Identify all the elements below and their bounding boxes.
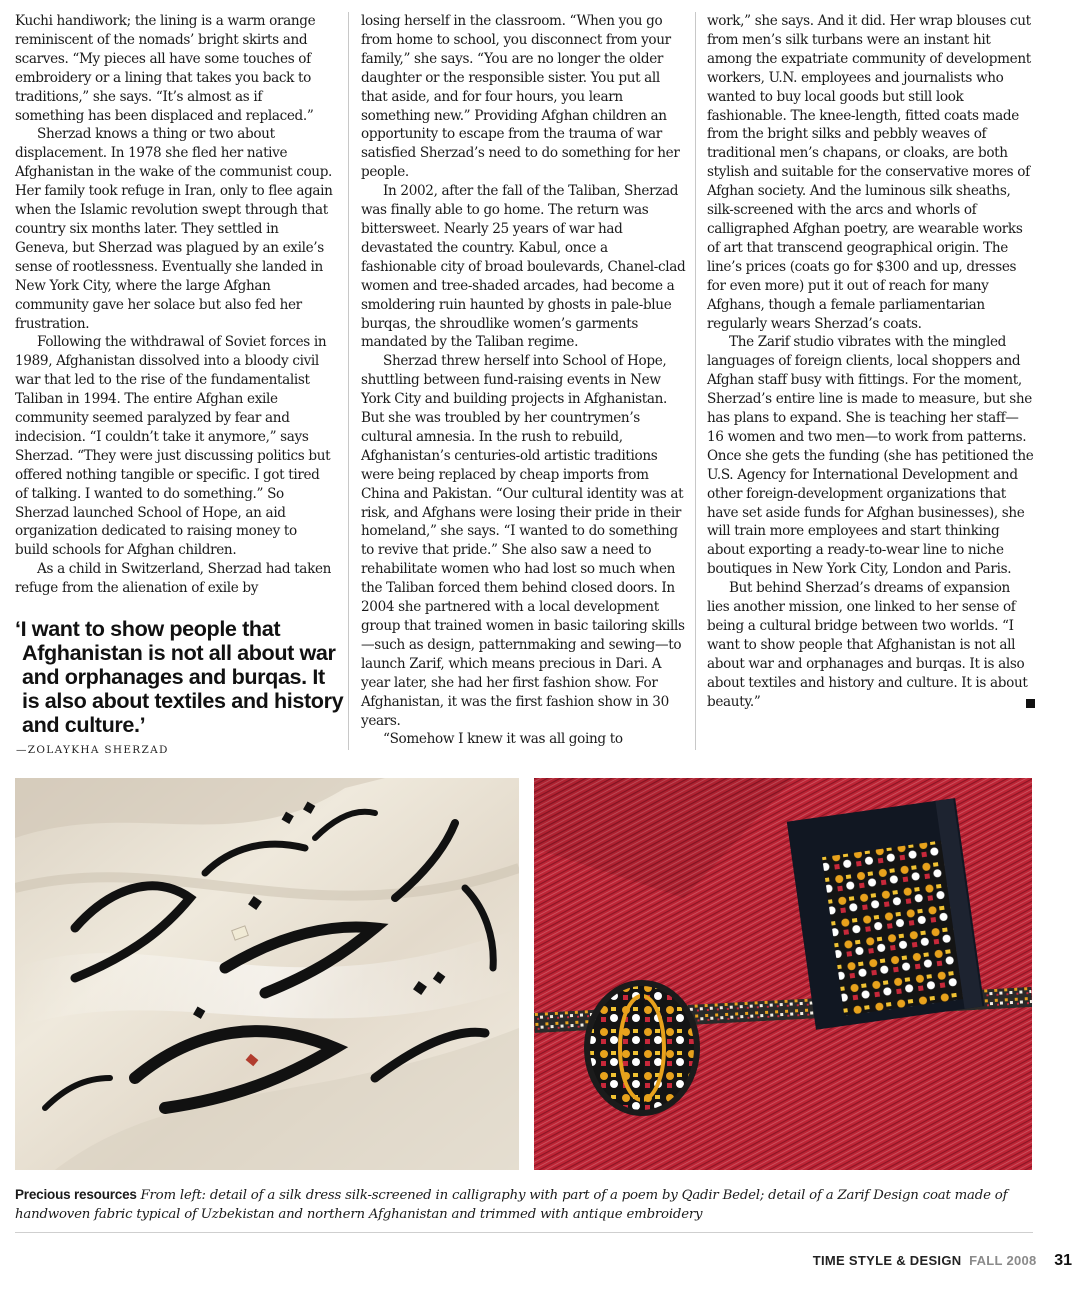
calligraphy-silk-photo	[15, 778, 519, 1170]
embroidered-coat-image	[534, 778, 1032, 1170]
end-mark-icon	[1026, 699, 1035, 708]
caption-body: From left: detail of a silk dress silk-screened in calligraphy with part of a poem by Qadir Bedel; detail of a Zarif Design coat made of handwoven fabric typical of Uzbekistan and northern Afghanistan and trimmed with antique embroidery	[15, 1188, 1008, 1222]
paragraph: losing herself in the classroom. “When you go from home to school, you disconnect from your family,” she says. “You are no longer the older daughter or the responsible sister. You put all that aside, and for four hours, you learn something new.” Providing Afghan children an opportunity to escape from the trauma of war satisfied Sherzad’s need to do something for her people.	[361, 13, 680, 181]
photo-caption	[15, 1186, 1035, 1224]
article-column-2	[361, 12, 686, 749]
paragraph: Following the withdrawal of Soviet forces in 1989, Afghanistan dissolved into a bloody civil war that led to the rise of the fundamentalist Taliban in 1994. The entire Afghan exile community seemed paralyzed by fear and indecision. “I couldn’t take it anymore,” says Sherzad. “They were just discussing politics but offered nothing tangible or specific. I got tired of talking. I wanted to do something.” So Sherzad launched School of Hope, an aid organization dedicated to raising money to build schools for Afghan children.	[15, 334, 331, 559]
article-column-1	[15, 12, 333, 598]
paragraph	[707, 579, 1035, 711]
column-divider	[348, 12, 349, 750]
paragraph: work,” she says. And it did. Her wrap blouses cut from men’s silk turbans were an instant hit among the expatriate community of development workers, U.N. employees and journalists who wanted to buy local goods but still look fashionable. The knee-length, fitted coats made from the bright silks and pebbly weaves of traditional men’s chapans, or cloaks, are both stylish and suitable for the conservative mores of Afghan society. And the luminous silk sheaths, silk-screened with the arcs and whorls of calligraphed Afghan poetry, are wearable works of art that transcend geographical origin. The line’s prices (coats go for $300 and up, dresses for even more) put it out of reach for many Afghans, though a female parliamentarian regularly wears Sherzad’s coats.	[707, 13, 1031, 332]
paragraph: As a child in Switzerland, Sherzad had taken refuge from the alienation of exile by	[15, 561, 332, 597]
embroidered-coat-photo	[534, 778, 1032, 1170]
pull-quote-text: ‘I want to show people that Afghanistan is not all about war and orphanages and burqas. It is also about textiles and history and culture.’	[15, 616, 344, 737]
calligraphy-silk-image	[15, 778, 519, 1170]
paragraph-text: But behind Sherzad’s dreams of expansion lies another mission, one linked to her sense of being a cultural bridge between two worlds. “I want to show people that Afghanistan is not all about war and orphanages and burqas. It is also about textiles and history and culture. It is about beauty.”	[707, 580, 1028, 710]
column-divider	[695, 12, 696, 750]
paragraph: The Zarif studio vibrates with the mingled languages of foreign clients, local shoppers and Afghan staff busy with fittings. For the moment, Sherzad’s entire line is made to measure, but she has plans to expand. She is teaching her staff—16 women and two men—to work from patterns. Once she gets the funding (she has petitioned the U.S. Agency for International Development and other foreign-development organizations that have set aside funds for Afghan businesses), she will train more employees and start thinking about exporting a ready-to-wear line to niche boutiques in New York City, London and Paris.	[707, 334, 1034, 578]
footer-divider	[15, 1232, 1033, 1233]
article-column-3	[707, 12, 1035, 712]
pull-quote-attribution: —ZOLAYKHA SHERZAD	[16, 744, 169, 756]
page-footer	[813, 1252, 1072, 1270]
pull-quote	[15, 617, 345, 756]
paragraph: Sherzad threw herself into School of Hope, shuttling between fund-raising events in New York City and building projects in Afghanistan. But she was troubled by her countrymen’s cultural amnesia. In the rush to rebuild, Afghanistan’s centuries-old artistic traditions were being replaced by cheap imports from China and Pakistan. “Our cultural identity was at risk, and Afghans were losing their pride in their homeland,” she says. “I wanted to do something to revive that pride.” She also saw a need to rehabilitate women who had lost so much when the Taliban forced them behind closed doors. In 2004 she partnered with a local development group that trained women in basic tailoring skills—such as design, patternmaking and sewing—to launch Zarif, which means precious in Dari. A year later, she had her first fashion show. For Afghanistan, it was the first fashion show in 30 years.	[361, 353, 685, 729]
issue-date: FALL 2008	[969, 1253, 1037, 1268]
caption-title: Precious resources	[15, 1187, 137, 1202]
paragraph: Kuchi handiwork; the lining is a warm orange reminiscent of the nomads’ bright skirts and scarves. “My pieces all have some touches of embroidery or a lining that takes you back to traditions,” she says. “It’s almost as if something has been displaced and replaced.”	[15, 13, 316, 124]
paragraph: In 2002, after the fall of the Taliban, Sherzad was finally able to go home. The return was bittersweet. Nearly 25 years of war had devastated the country. Kabul, once a fashionable city of broad boulevards, Chanel-clad women and tree-shaded arcades, had become a smoldering ruin haunted by ghosts in pale-blue burqas, the shroudlike women’s garments mandated by the Taliban regime.	[361, 183, 686, 351]
paragraph: “Somehow I knew it was all going to	[383, 731, 623, 748]
page-number: 31	[1054, 1252, 1072, 1269]
paragraph: Sherzad knows a thing or two about displacement. In 1978 she fled her native Afghanistan in the wake of the communist coup. Her family took refuge in Iran, only to flee again when the Islamic revolution swept through that country six months later. They settled in Geneva, but Sherzad was plagued by an exile’s sense of rootlessness. Eventually she landed in New York City, where the large Afghan community gave her solace but also fed her frustration.	[15, 126, 333, 332]
publication-name: TIME STYLE & DESIGN	[812, 1253, 962, 1268]
